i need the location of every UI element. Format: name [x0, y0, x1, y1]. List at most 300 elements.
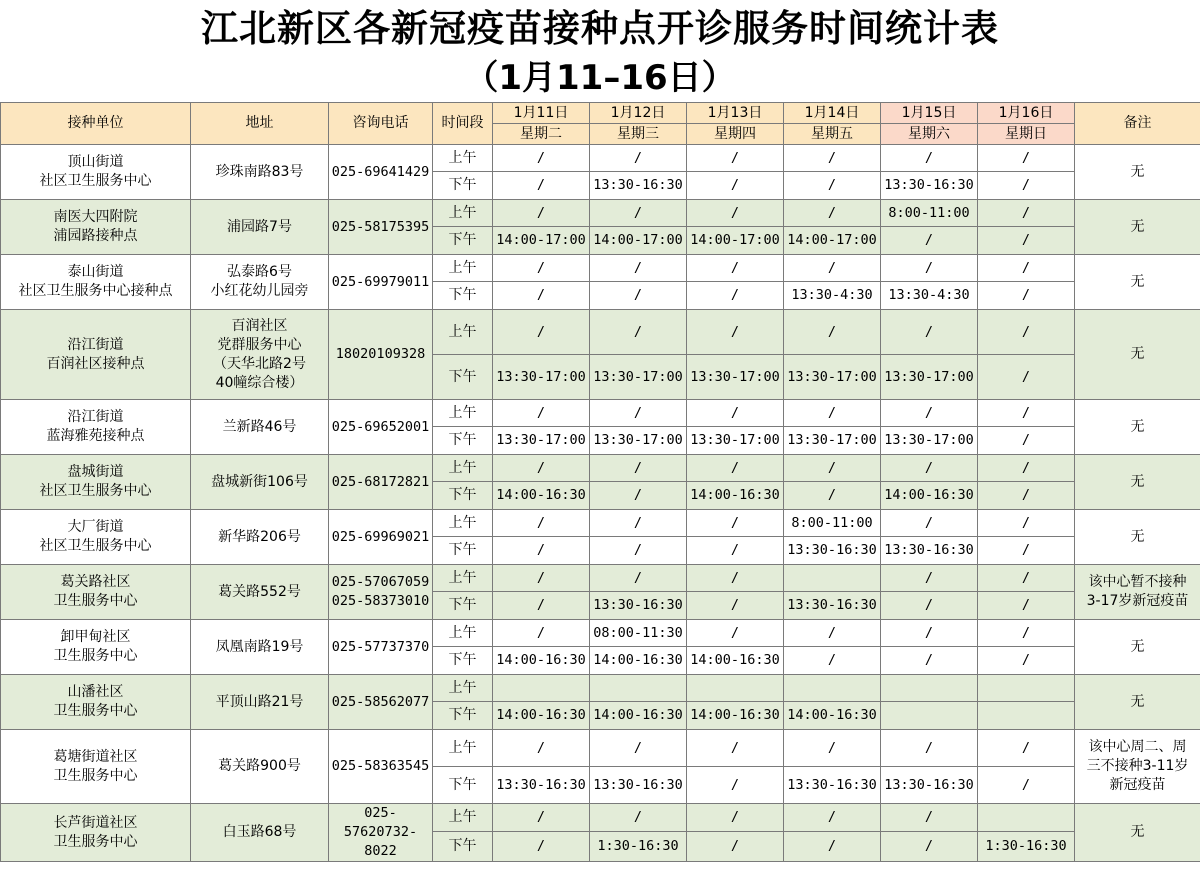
unit-cell: [1, 730, 191, 804]
address-cell: [191, 200, 329, 255]
period-am: 上午: [433, 620, 493, 647]
phone-cell: [329, 400, 433, 455]
slot-am: /: [687, 620, 784, 647]
note-text: 无: [1130, 638, 1145, 655]
header-address: 地址: [191, 103, 329, 145]
slot-am: /: [590, 200, 687, 227]
phone-number: 025-58562077: [331, 693, 430, 710]
slot-pm: 14:00-16:30: [687, 702, 784, 730]
period-am: 上午: [433, 145, 493, 172]
slot-pm: /: [493, 537, 590, 565]
slot-am: /: [493, 310, 590, 355]
period-am: 上午: [433, 804, 493, 832]
phone-number: 8022: [364, 843, 397, 859]
unit-name: 卫生服务中心: [53, 703, 138, 719]
slot-am: /: [881, 804, 978, 832]
slot-pm: 14:00-16:30: [784, 702, 881, 730]
slot-pm: 13:30-16:30: [881, 537, 978, 565]
slot-pm: 13:30-17:00: [881, 355, 978, 400]
unit-cell: [1, 400, 191, 455]
address-text: 新华路206号: [218, 528, 301, 545]
slot-am: [784, 565, 881, 592]
unit-cell: [1, 255, 191, 310]
phone-number: 18020109328: [335, 346, 426, 362]
slot-pm: 13:30-17:00: [590, 427, 687, 455]
header-date: 1月12日: [590, 103, 687, 124]
slot-pm: /: [978, 482, 1075, 510]
table-row-am: [1, 565, 1200, 592]
phone-cell: [329, 565, 433, 620]
slot-am: /: [590, 310, 687, 355]
unit-cell: [1, 804, 191, 862]
slot-am: /: [784, 200, 881, 227]
slot-pm: 14:00-17:00: [687, 227, 784, 255]
phone-cell: [329, 730, 433, 804]
unit-name: 卸甲甸社区: [60, 629, 131, 645]
slot-am: /: [493, 620, 590, 647]
period-pm: 下午: [433, 767, 493, 804]
unit-name: 泰山街道: [67, 264, 124, 280]
address-cell: [191, 675, 329, 730]
note-text: 三不接种3-11岁: [1086, 758, 1189, 774]
slot-am: /: [687, 400, 784, 427]
table-row-am: [1, 455, 1200, 482]
unit-name: 浦园路接种点: [53, 228, 138, 244]
phone-number: 025-58175395: [331, 218, 430, 235]
slot-pm: 14:00-16:30: [493, 647, 590, 675]
slot-am: 08:00-11:30: [590, 620, 687, 647]
note-cell: [1075, 620, 1200, 675]
phone-number: 025-: [364, 805, 397, 821]
unit-name: 卫生服务中心: [53, 833, 138, 850]
address-cell: [191, 804, 329, 862]
slot-pm: /: [881, 592, 978, 620]
slot-am: /: [881, 730, 978, 767]
address-cell: [191, 565, 329, 620]
address-cell: [191, 310, 329, 400]
slot-am: /: [687, 804, 784, 832]
slot-pm: /: [784, 172, 881, 200]
period-pm: 下午: [433, 831, 493, 861]
slot-pm: 13:30-17:00: [493, 355, 590, 400]
slot-pm: 14:00-17:00: [590, 227, 687, 255]
header-weekday: 星期六: [881, 124, 978, 145]
note-text: 无: [1130, 418, 1145, 435]
slot-pm: /: [590, 282, 687, 310]
table-row-am: [1, 620, 1200, 647]
slot-am: /: [590, 145, 687, 172]
slot-pm: 13:30-16:30: [590, 592, 687, 620]
slot-pm: /: [687, 172, 784, 200]
slot-pm: /: [493, 282, 590, 310]
unit-name: 大厂街道: [67, 519, 124, 535]
slot-am: /: [784, 804, 881, 832]
slot-pm: 13:30-4:30: [784, 282, 881, 310]
header-note: 备注: [1075, 103, 1200, 145]
unit-name: 长芦街道社区: [53, 814, 138, 831]
note-cell: [1075, 310, 1200, 400]
slot-am: /: [687, 145, 784, 172]
slot-am: /: [687, 730, 784, 767]
address-text: 葛关路900号: [218, 758, 301, 774]
table-row-am: [1, 804, 1200, 832]
note-cell: [1075, 730, 1200, 804]
slot-am: /: [493, 510, 590, 537]
slot-pm: 13:30-16:30: [590, 767, 687, 804]
slot-am: /: [784, 620, 881, 647]
phone-number: 025-58373010: [331, 593, 430, 609]
phone-number: 025-69652001: [331, 418, 430, 435]
unit-name: 沿江街道: [67, 409, 124, 425]
period-pm: 下午: [433, 592, 493, 620]
note-text: 新冠疫苗: [1109, 777, 1166, 793]
slot-am: /: [978, 255, 1075, 282]
slot-pm: 13:30-16:30: [784, 592, 881, 620]
header-weekday: 星期二: [493, 124, 590, 145]
slot-pm: 13:30-17:00: [687, 355, 784, 400]
slot-am: /: [978, 565, 1075, 592]
phone-number: 025-68172821: [331, 473, 430, 490]
unit-name: 卫生服务中心: [53, 767, 138, 784]
unit-name: 顶山街道: [67, 154, 124, 170]
slot-am: /: [493, 455, 590, 482]
slot-am: [881, 675, 978, 702]
unit-name: 沿江街道: [67, 336, 124, 353]
slot-am: /: [590, 255, 687, 282]
slot-pm: 13:30-16:30: [881, 172, 978, 200]
period-pm: 下午: [433, 355, 493, 400]
period-am: 上午: [433, 510, 493, 537]
slot-pm: /: [687, 592, 784, 620]
slot-pm: 13:30-17:00: [590, 355, 687, 400]
header-weekday: 星期三: [590, 124, 687, 145]
slot-pm: [978, 702, 1075, 730]
period-pm: 下午: [433, 427, 493, 455]
slot-pm: /: [881, 647, 978, 675]
slot-pm: 13:30-17:00: [687, 427, 784, 455]
period-am: 上午: [433, 400, 493, 427]
slot-am: /: [881, 310, 978, 355]
unit-name: 蓝海雅苑接种点: [46, 428, 145, 444]
slot-am: [978, 675, 1075, 702]
address-text: 兰新路46号: [222, 418, 297, 435]
slot-pm: /: [978, 767, 1075, 804]
note-cell: [1075, 200, 1200, 255]
note-text: 无: [1130, 273, 1145, 290]
slot-pm: 13:30-17:00: [881, 427, 978, 455]
slot-pm: /: [784, 482, 881, 510]
unit-name: 社区卫生服务中心: [39, 173, 152, 189]
period-pm: 下午: [433, 482, 493, 510]
slot-am: /: [881, 565, 978, 592]
address-text: 盘城新街106号: [211, 473, 308, 490]
phone-cell: [329, 310, 433, 400]
header-unit: 接种单位: [1, 103, 191, 145]
address-text: 葛关路552号: [218, 583, 301, 600]
slot-pm: 14:00-16:30: [590, 702, 687, 730]
slot-am: /: [493, 255, 590, 282]
unit-cell: [1, 510, 191, 565]
page-subtitle: （1月11–16日）: [464, 58, 736, 98]
slot-pm: 14:00-17:00: [493, 227, 590, 255]
slot-pm: /: [687, 537, 784, 565]
slot-am: /: [687, 310, 784, 355]
phone-cell: [329, 145, 433, 200]
period-pm: 下午: [433, 647, 493, 675]
slot-pm: 13:30-16:30: [493, 767, 590, 804]
header-phone: 咨询电话: [329, 103, 433, 145]
slot-am: /: [978, 730, 1075, 767]
slot-pm: /: [978, 537, 1075, 565]
period-pm: 下午: [433, 227, 493, 255]
phone-number: 025-58363545: [331, 758, 430, 774]
phone-cell: [329, 804, 433, 862]
unit-name: 社区卫生服务中心: [39, 538, 152, 554]
slot-am: /: [493, 400, 590, 427]
period-am: 上午: [433, 310, 493, 355]
slot-pm: /: [978, 172, 1075, 200]
slot-am: /: [493, 804, 590, 832]
slot-am: /: [590, 804, 687, 832]
slot-pm: 13:30-17:00: [784, 427, 881, 455]
slot-am: /: [590, 400, 687, 427]
slot-pm: /: [590, 537, 687, 565]
address-text: 凤凰南路19号: [215, 638, 304, 655]
period-am: 上午: [433, 255, 493, 282]
header-date: 1月14日: [784, 103, 881, 124]
slot-pm: 13:30-16:30: [590, 172, 687, 200]
slot-am: /: [978, 455, 1075, 482]
unit-name: 盘城街道: [67, 464, 124, 480]
unit-name: 卫生服务中心: [53, 593, 138, 609]
phone-number: 025-69641429: [331, 163, 430, 180]
slot-pm: /: [978, 647, 1075, 675]
address-cell: [191, 255, 329, 310]
slot-pm: /: [493, 172, 590, 200]
address-cell: [191, 400, 329, 455]
slot-pm: /: [978, 592, 1075, 620]
note-cell: [1075, 675, 1200, 730]
slot-am: [978, 804, 1075, 832]
slot-am: /: [493, 730, 590, 767]
address-cell: [191, 620, 329, 675]
slot-pm: /: [687, 831, 784, 861]
slot-am: /: [687, 255, 784, 282]
table-row-am: [1, 255, 1200, 282]
note-text: 无: [1130, 218, 1145, 235]
slot-am: /: [784, 310, 881, 355]
unit-name: 葛塘街道社区: [53, 748, 138, 765]
address-text: 白玉路68号: [222, 824, 297, 840]
period-pm: 下午: [433, 702, 493, 730]
slot-pm: 14:00-16:30: [881, 482, 978, 510]
slot-am: /: [493, 200, 590, 227]
slot-pm: 13:30-17:00: [493, 427, 590, 455]
slot-am: /: [590, 455, 687, 482]
slot-am: /: [687, 200, 784, 227]
address-cell: [191, 510, 329, 565]
slot-pm: /: [493, 831, 590, 861]
slot-am: /: [784, 255, 881, 282]
note-text: 该中心周二、周: [1088, 739, 1187, 755]
slot-am: /: [590, 510, 687, 537]
slot-pm: 14:00-16:30: [493, 482, 590, 510]
phone-number: 57620732-: [343, 824, 418, 840]
address-text: 40幢综合楼）: [215, 374, 304, 391]
slot-am: /: [978, 400, 1075, 427]
phone-number: 025-57067059: [331, 574, 430, 590]
period-am: 上午: [433, 455, 493, 482]
slot-am: /: [784, 455, 881, 482]
slot-pm: [881, 702, 978, 730]
slot-pm: 13:30-16:30: [881, 767, 978, 804]
slot-pm: 14:00-16:30: [687, 482, 784, 510]
note-text: 无: [1130, 528, 1145, 545]
slot-am: /: [590, 730, 687, 767]
slot-pm: 14:00-16:30: [493, 702, 590, 730]
address-cell: [191, 455, 329, 510]
slot-am: /: [881, 455, 978, 482]
header-weekday: 星期五: [784, 124, 881, 145]
note-cell: [1075, 255, 1200, 310]
note-cell: [1075, 400, 1200, 455]
slot-am: /: [881, 255, 978, 282]
slot-am: /: [978, 310, 1075, 355]
unit-cell: [1, 620, 191, 675]
slot-am: /: [881, 510, 978, 537]
header-date: 1月15日: [881, 103, 978, 124]
period-pm: 下午: [433, 172, 493, 200]
header-date: 1月16日: [978, 103, 1075, 124]
address-text: 弘泰路6号: [227, 264, 292, 280]
slot-am: /: [881, 400, 978, 427]
note-cell: [1075, 455, 1200, 510]
note-cell: [1075, 804, 1200, 862]
period-am: 上午: [433, 675, 493, 702]
slot-pm: 1:30-16:30: [978, 831, 1075, 861]
address-cell: [191, 145, 329, 200]
unit-name: 卫生服务中心: [53, 648, 138, 664]
header-period: 时间段: [433, 103, 493, 145]
period-am: 上午: [433, 565, 493, 592]
note-cell: [1075, 565, 1200, 620]
phone-cell: [329, 620, 433, 675]
slot-am: /: [493, 565, 590, 592]
phone-cell: [329, 510, 433, 565]
slot-pm: /: [978, 282, 1075, 310]
period-am: 上午: [433, 730, 493, 767]
header-date: 1月13日: [687, 103, 784, 124]
page-title: 江北新区各新冠疫苗接种点开诊服务时间统计表: [201, 7, 999, 50]
page-title-block: [0, 0, 1200, 102]
unit-name: 社区卫生服务中心接种点: [18, 283, 173, 299]
unit-name: 南医大四附院: [53, 209, 138, 225]
slot-am: /: [978, 200, 1075, 227]
slot-pm: /: [784, 831, 881, 861]
note-text: 3-17岁新冠疫苗: [1086, 593, 1189, 609]
slot-pm: /: [590, 482, 687, 510]
slot-pm: /: [493, 592, 590, 620]
unit-name: 社区卫生服务中心: [39, 483, 152, 499]
slot-pm: /: [881, 227, 978, 255]
slot-am: /: [687, 565, 784, 592]
header-weekday: 星期日: [978, 124, 1075, 145]
slot-am: /: [784, 145, 881, 172]
slot-am: /: [978, 620, 1075, 647]
slot-am: [493, 675, 590, 702]
address-text: 百润社区: [231, 317, 288, 334]
slot-am: /: [590, 565, 687, 592]
slot-am: [687, 675, 784, 702]
slot-pm: /: [978, 227, 1075, 255]
slot-am: /: [881, 145, 978, 172]
slot-pm: /: [978, 427, 1075, 455]
note-text: 无: [1130, 693, 1145, 710]
schedule-table: [0, 102, 1200, 862]
slot-pm: /: [881, 831, 978, 861]
note-text: 无: [1130, 163, 1145, 180]
unit-cell: [1, 200, 191, 255]
table-row-am: [1, 675, 1200, 702]
slot-am: /: [687, 455, 784, 482]
note-text: 无: [1130, 473, 1145, 490]
address-cell: [191, 730, 329, 804]
slot-am: 8:00-11:00: [881, 200, 978, 227]
period-pm: 下午: [433, 282, 493, 310]
slot-pm: 13:30-16:30: [784, 767, 881, 804]
slot-pm: 14:00-17:00: [784, 227, 881, 255]
slot-pm: 13:30-16:30: [784, 537, 881, 565]
phone-number: 025-57737370: [331, 638, 430, 655]
address-text: 党群服务中心: [217, 336, 302, 353]
address-text: （天华北路2号: [213, 355, 306, 372]
slot-pm: /: [978, 355, 1075, 400]
note-cell: [1075, 510, 1200, 565]
slot-pm: /: [687, 767, 784, 804]
slot-pm: 14:00-16:30: [687, 647, 784, 675]
note-cell: [1075, 145, 1200, 200]
slot-am: /: [687, 510, 784, 537]
unit-cell: [1, 145, 191, 200]
slot-pm: 13:30-17:00: [784, 355, 881, 400]
unit-name: 山潘社区: [67, 684, 124, 700]
slot-am: [784, 675, 881, 702]
slot-pm: /: [784, 647, 881, 675]
unit-cell: [1, 565, 191, 620]
slot-am: /: [784, 400, 881, 427]
slot-am: /: [978, 510, 1075, 537]
slot-am: /: [978, 145, 1075, 172]
unit-name: 葛关路社区: [60, 574, 131, 590]
slot-am: /: [493, 145, 590, 172]
phone-number: 025-69969021: [331, 528, 430, 545]
header-date: 1月11日: [493, 103, 590, 124]
phone-cell: [329, 255, 433, 310]
note-text: 无: [1130, 346, 1145, 362]
table-row-am: [1, 145, 1200, 172]
address-text: 珍珠南路83号: [215, 163, 304, 180]
slot-am: [590, 675, 687, 702]
slot-am: /: [881, 620, 978, 647]
note-text: 该中心暂不接种: [1088, 574, 1187, 590]
unit-cell: [1, 675, 191, 730]
phone-number: 025-69979011: [331, 273, 430, 290]
table-row-am: [1, 510, 1200, 537]
table-row-am: [1, 310, 1200, 355]
unit-cell: [1, 455, 191, 510]
table-row-am: [1, 400, 1200, 427]
phone-cell: [329, 675, 433, 730]
